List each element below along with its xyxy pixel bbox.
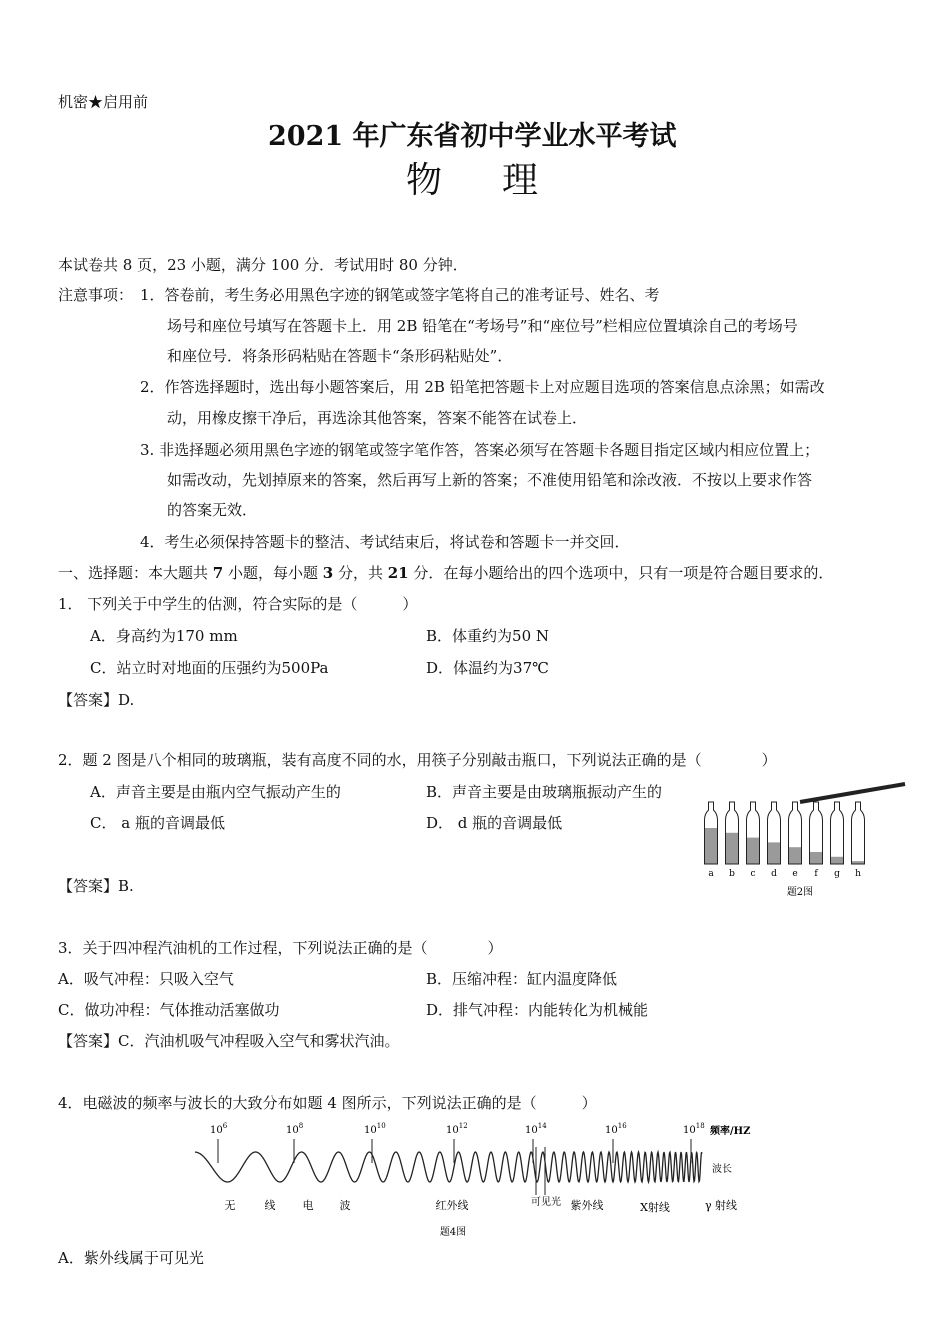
freq-unit-label: 频率/HZ	[710, 1126, 751, 1137]
chopstick	[800, 784, 905, 802]
note-1-line-3: 和座位号．将条形码粘贴在答题卡“条形码粘贴处”．	[167, 347, 513, 365]
band-label: 电	[302, 1199, 314, 1212]
subject-title: 物理	[406, 160, 599, 201]
q3-option-a: A．吸气冲程：只吸入空气	[58, 970, 234, 988]
band-label: 紫外线	[570, 1199, 604, 1212]
note-4-line-1: 4．考生必须保持答题卡的整洁、考试结束后，将试卷和答题卡一并交回．	[140, 533, 630, 551]
wavelength-label: 波长	[712, 1164, 732, 1175]
bottle-outline	[852, 802, 865, 864]
band-label: 可见光	[531, 1197, 561, 1208]
q2-figure-bottles	[690, 780, 910, 905]
freq-tick-label: $10^{10}$	[364, 1122, 386, 1136]
q2-option-c: C． a 瓶的音调最低	[90, 814, 225, 832]
bottle-water	[810, 852, 823, 864]
freq-tick-label: $10^8$	[286, 1122, 304, 1136]
bottle-water	[726, 833, 739, 864]
bottle-h	[852, 802, 865, 879]
note-1-line-2: 场号和座位号填写在答题卡上．用 2B 铅笔在“考场号”和“座位号”栏相应位置填涂自己的考场号	[167, 317, 798, 335]
q2-option-a: A．声音主要是由瓶内空气振动产生的	[90, 783, 341, 801]
section-1-heading: 一、选择题：本大题共 7 小题，每小题 3 分，共 21 分．在每小题给出的四个选项中，只有一项是符合题目要求的．	[58, 564, 834, 582]
q4-figure-caption: 题4图	[439, 1227, 467, 1238]
bottle-water	[789, 847, 802, 864]
bottle-f	[810, 802, 823, 879]
q2-stem: 2．题 2 图是八个相同的玻璃瓶，装有高度不同的水，用筷子分别敲击瓶口，下列说法正确的是（ ）	[58, 751, 777, 769]
note-3-line-2: 如需改动，先划掉原来的答案，然后再写上新的答案；不准使用铅笔和涂改液．不按以上要求作答	[167, 471, 813, 489]
q3-option-d: D．排气冲程：内能转化为机械能	[426, 1001, 649, 1019]
q2-answer: 【答案】B.	[58, 877, 134, 895]
wave-curve	[195, 1152, 702, 1182]
notes-label: 注意事项：	[58, 286, 134, 304]
bottle-outline	[831, 802, 844, 864]
q1-option-d: D．体温约为37℃	[426, 659, 549, 677]
bottle-a	[705, 802, 718, 879]
band-label: 红外线	[435, 1199, 469, 1212]
q1-option-c: C．站立时对地面的压强约为500Pa	[90, 659, 329, 677]
bottle-g	[831, 802, 844, 879]
bottle-water	[831, 857, 844, 864]
bottle-label: g	[834, 869, 840, 879]
exam-intro: 本试卷共 8 页，23 小题，满分 100 分．考试用时 80 分钟．	[58, 256, 468, 274]
note-2-line-1: 2．作答选择题时，选出每小题答案后，用 2B 铅笔把答题卡上对应题目选项的答案信息点涂黑；如需改	[140, 378, 825, 396]
exam-title: 2021 年广东省初中学业水平考试	[268, 121, 677, 152]
confidential-mark: 机密★启用前	[58, 93, 149, 111]
freq-tick-label: $10^{18}$	[683, 1122, 705, 1136]
q3-stem: 3．关于四冲程汽油机的工作过程，下列说法正确的是（ ）	[58, 939, 503, 957]
bottle-label: e	[792, 869, 798, 879]
note-2-line-2: 动，用橡皮擦干净后，再选涂其他答案，答案不能答在试卷上．	[167, 409, 588, 427]
q3-option-b: B．压缩冲程：缸内温度降低	[426, 970, 618, 988]
note-3-line-3: 的答案无效．	[167, 501, 258, 519]
q3-option-c: C．做功冲程：气体推动活塞做功	[58, 1001, 280, 1019]
freq-tick-label: $10^{12}$	[446, 1122, 468, 1136]
q3-answer: 【答案】C．汽油机吸气冲程吸入空气和雾状汽油。	[58, 1032, 400, 1050]
band-label: γ 射线	[704, 1199, 738, 1212]
band-label: 无	[224, 1199, 236, 1212]
q1-answer: 【答案】D.	[58, 691, 135, 709]
note-1-line-1: 1．答卷前，考生务必用黑色字迹的钢笔或签字笔将自己的准考证号、姓名、考	[140, 286, 660, 304]
bottle-water	[768, 842, 781, 864]
freq-tick-label: $10^{16}$	[605, 1122, 627, 1136]
bottle-label: b	[729, 869, 735, 879]
q4-option-a: A．紫外线属于可见光	[58, 1249, 204, 1267]
bottle-label: f	[814, 869, 818, 879]
freq-tick-label: $10^6$	[210, 1122, 228, 1136]
band-label: 线	[264, 1199, 276, 1212]
bottle-d	[768, 802, 781, 879]
bottle-label: c	[750, 869, 756, 879]
bottle-water	[705, 828, 718, 864]
bottle-b	[726, 802, 739, 879]
bottle-e	[789, 802, 802, 879]
band-label: X射线	[640, 1201, 670, 1214]
q2-option-b: B．声音主要是由玻璃瓶振动产生的	[426, 783, 663, 801]
bottle-label: a	[708, 869, 714, 879]
bottle-water	[747, 838, 760, 864]
q4-stem: 4．电磁波的频率与波长的大致分布如题 4 图所示，下列说法正确的是（ ）	[58, 1094, 597, 1112]
bottle-label: d	[771, 869, 777, 879]
band-label: 波	[339, 1199, 351, 1212]
q2-figure-caption: 题2图	[786, 887, 814, 898]
q1-option-b: B．体重约为50 N	[426, 627, 550, 645]
note-3-line-1: 3. 非选择题必须用黑色字迹的钢笔或签字笔作答，答案必须写在答题卡各题目指定区域内相应位置上；	[140, 441, 820, 459]
bottle-c	[747, 802, 760, 879]
freq-tick-label: $10^{14}$	[525, 1122, 547, 1136]
q2-option-d: D． d 瓶的音调最低	[426, 814, 563, 832]
q1-stem: 1． 下列关于中学生的估测，符合实际的是（ ）	[58, 595, 418, 613]
q1-option-a: A．身高约为170 mm	[90, 627, 238, 645]
bottle-label: h	[855, 869, 861, 879]
q4-figure-em-spectrum	[190, 1115, 770, 1245]
